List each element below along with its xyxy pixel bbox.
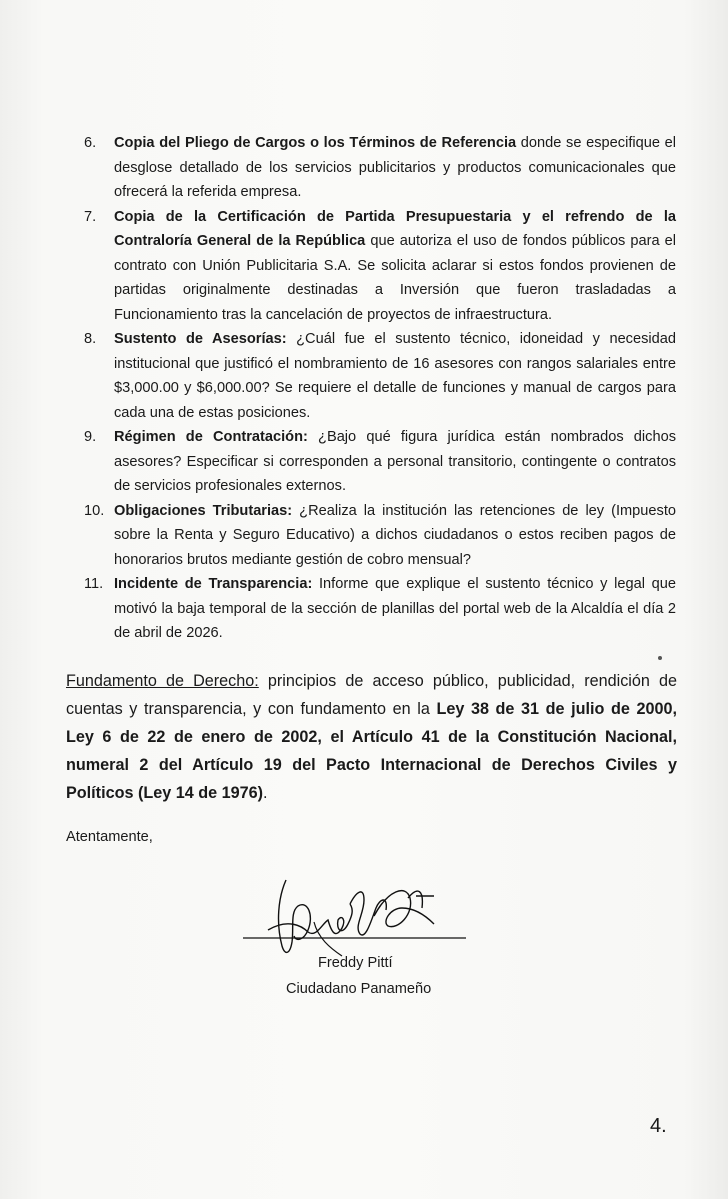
legal-basis-laws: Ley 38 de 31 de julio de 2000, Ley 6 de 22 de enero de 2002, el Artículo 41 de la Constitución Nacional, numeral 2 del Artículo 19 del Pacto Internacional de Derechos Civiles y Políticos (Ley 14 de 1976) xyxy=(66,700,677,802)
legal-basis-end: . xyxy=(263,784,268,802)
item-heading: Sustento de Asesorías: xyxy=(114,331,287,347)
request-list xyxy=(84,131,676,646)
item-number: 7. xyxy=(84,208,97,225)
legal-basis-paragraph xyxy=(66,667,677,807)
list-item xyxy=(84,499,676,573)
list-item xyxy=(84,131,676,205)
list-item xyxy=(84,205,676,328)
legal-basis-label: Fundamento de Derecho: xyxy=(66,672,259,690)
list-item xyxy=(84,425,676,499)
item-heading: Obligaciones Tributarias: xyxy=(114,502,293,519)
item-text: ¿Realiza la institución las retenciones de ley (Impuesto sobre la Renta y Seguro Educativo) a dichos ciudadanos o estos reciben pagos de honorarios brutos mediante gestión de cobro mensual? xyxy=(114,502,677,568)
list-item xyxy=(84,572,676,646)
item-text: que autoriza el uso de fondos públicos para el contrato con Unión Publicitaria S.A. Se solicita aclarar si estos fondos provienen de partidas originalmente destinadas a Inversión que fueron trasladadas a Funcionamiento tras la cancelación de proyectos de infraestructura. xyxy=(114,233,677,323)
page-number: 4. xyxy=(650,1115,667,1137)
item-heading: Copia de la Certificación de Partida Presupuestaria y el refrendo de la Contraloría General de la República xyxy=(114,208,676,249)
item-text: ¿Cuál fue el sustento técnico, idoneidad y necesidad institucional que justificó el nombramiento de 16 asesores con rangos salariales entre $3,000.00 y $6,000.00? Se requiere el detalle de funciones y manual de cargos para cada una de estas posiciones. xyxy=(114,331,676,421)
list-item xyxy=(84,327,676,425)
item-text: ¿Bajo qué figura jurídica están nombrados dichos asesores? Especificar si corresponden a personal transitorio, contingente o contratos de servicios profesionales externos. xyxy=(114,429,676,494)
item-heading: Incidente de Transparencia: xyxy=(114,576,313,592)
ink-dot xyxy=(658,656,662,660)
item-number: 10. xyxy=(84,502,105,519)
legal-basis-text: principios de acceso público, publicidad, rendición de cuentas y transparencia, y con fundamento en la xyxy=(66,672,678,718)
item-number: 8. xyxy=(84,331,97,347)
signer-title: Ciudadano Panameño xyxy=(286,981,432,997)
item-number: 6. xyxy=(84,135,97,151)
item-number: 9. xyxy=(84,429,97,445)
item-text: Informe que explique el sustento técnico y legal que motivó la baja temporal de la sección de planillas del portal web de la Alcaldía el día 2 de abril de 2026. xyxy=(114,576,676,641)
item-number: 11. xyxy=(84,576,104,592)
item-text: donde se especifique el desglose detallado de los servicios publicitarios y productos comunicacionales que ofrecerá la referida empresa. xyxy=(114,135,676,200)
closing-salutation: Atentamente, xyxy=(66,829,153,845)
item-heading: Régimen de Contratación: xyxy=(114,429,308,445)
signer-name: Freddy Pittí xyxy=(318,955,393,971)
handwritten-signature xyxy=(238,868,468,960)
item-heading: Copia del Pliego de Cargos o los Términos de Referencia xyxy=(114,135,517,151)
